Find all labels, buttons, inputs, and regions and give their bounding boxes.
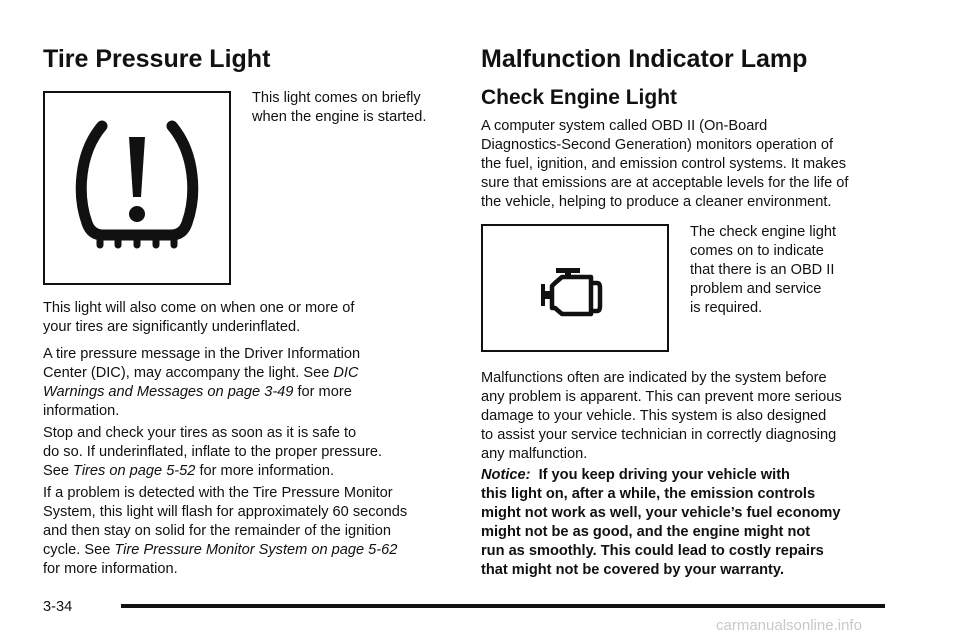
check-engine-icon-box: [481, 224, 669, 352]
tire-intro-text: This light comes on briefly when the engine is started.: [252, 90, 427, 125]
check-engine-side-text: The check engine light comes on to indicate that there is an OBD II problem and service is required.: [690, 224, 837, 316]
dic-warnings-link[interactable]: DIC: [333, 365, 359, 381]
tires-page-link[interactable]: Tires on page 5-52: [73, 463, 196, 479]
malfunction-indicator-heading: Malfunction Indicator Lamp: [481, 45, 808, 73]
tire-pressure-icon-box: [43, 91, 231, 285]
tire-paragraph-1: This light will also come on when one or more of your tires are significantly underinflated.: [43, 300, 355, 335]
malfunction-paragraph: Malfunctions often are indicated by the system before any problem is apparent. This can prevent more serious damage to your vehicle. This system is also designed to assist your service technician in correctly diagnosing any malfunction.: [481, 370, 842, 462]
watermark: carmanualsonline.info: [716, 617, 862, 634]
notice-block: Notice: If you keep driving your vehicle with this light on, after a while, the emission controls might not work as well, your vehicle’s fuel economy might not be as good, and the engine might not run as smoothly. This could lead to costly repairs that might not be covered by your warranty.: [481, 467, 841, 578]
tire-paragraph-4: If a problem is detected with the Tire Pressure Monitor System, this light will flash for approximately 60 seconds and then stay on solid for the remainder of the ignition cycle. See Tire Pressure Monitor System on page 5-62 for more information.: [43, 485, 408, 577]
dic-warnings-link-cont[interactable]: Warnings and Messages on page 3-49: [43, 384, 294, 400]
notice-label: Notice:: [481, 467, 531, 483]
check-engine-subheading: Check Engine Light: [481, 86, 678, 109]
obd-paragraph: A computer system called OBD II (On-Board Diagnostics-Second Generation) monitors operation of the fuel, ignition, and emission control systems. It makes sure that emissions are at acceptable levels for the life of the vehicle, helping to produce a cleaner environment.: [481, 118, 849, 210]
tire-pressure-warning-icon: [45, 93, 229, 283]
check-engine-icon: [483, 226, 667, 350]
footer-rule: [121, 604, 885, 608]
page-number: 3-34: [43, 599, 73, 615]
tire-paragraph-2: A tire pressure message in the Driver Information Center (DIC), may accompany the light. See DIC Warnings and Messages on page 3-49 for more information.: [43, 346, 361, 419]
tpms-page-link[interactable]: Tire Pressure Monitor System on page 5-62: [114, 542, 398, 558]
tire-paragraph-3: Stop and check your tires as soon as it is safe to do so. If underinflated, inflate to the proper pressure. See Tires on page 5-52 for more information.: [43, 425, 383, 479]
tire-pressure-heading: Tire Pressure Light: [43, 45, 271, 73]
